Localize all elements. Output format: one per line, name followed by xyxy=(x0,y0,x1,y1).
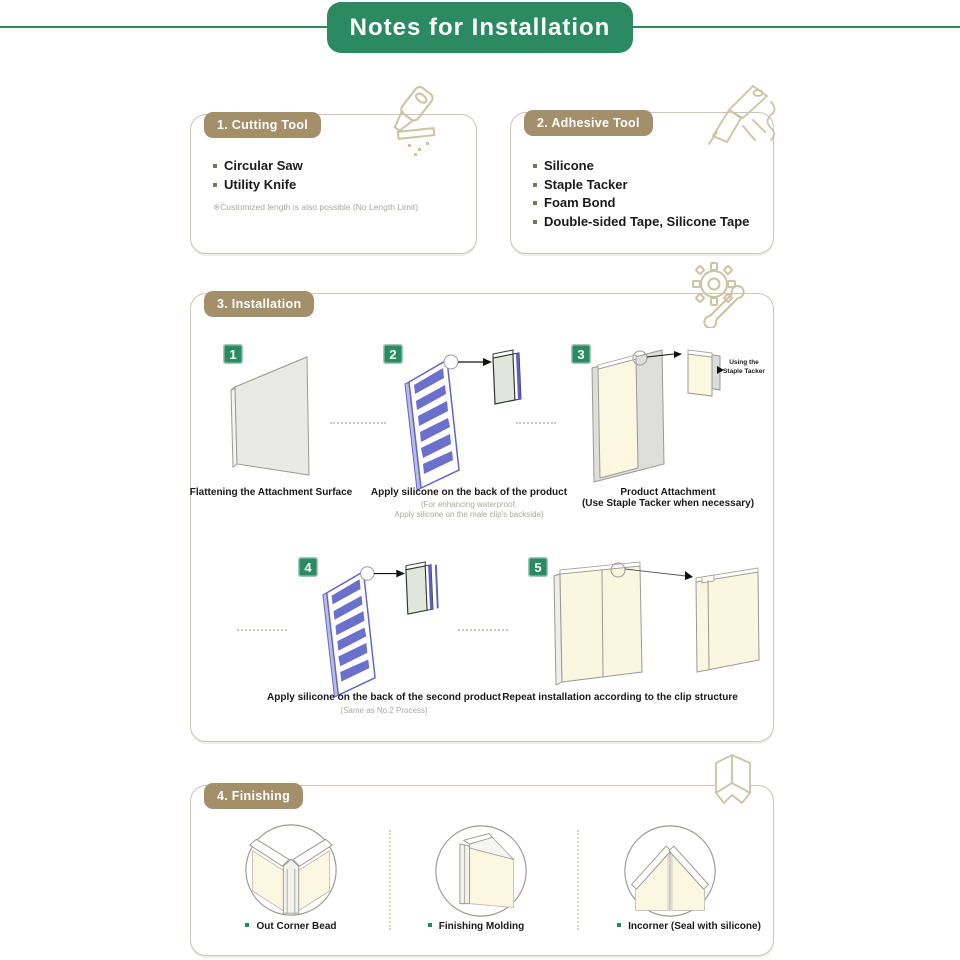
step4-illustration xyxy=(302,560,450,700)
bullet-icon xyxy=(428,923,432,927)
step3-caption-2: (Use Staple Tacker when necessary) xyxy=(581,498,755,509)
list-item-label: Silicone xyxy=(544,158,594,173)
list-item-label: Circular Saw xyxy=(224,158,303,173)
list-item xyxy=(213,176,303,195)
finishing-badge: 4. Finishing xyxy=(204,783,303,809)
finishing-molding-illustration xyxy=(433,823,529,919)
list-item-label: Foam Bond xyxy=(544,195,616,210)
step-number-label: 2 xyxy=(389,346,397,362)
vertical-dashed-divider xyxy=(389,830,391,930)
annotation-line-1: Using the xyxy=(729,359,759,366)
bullet-icon xyxy=(213,164,217,168)
step-number-label: 4 xyxy=(304,559,312,575)
silicone-gun-icon xyxy=(697,80,777,164)
installation-badge: 3. Installation xyxy=(204,291,314,317)
list-item-label: Staple Tacker xyxy=(544,176,628,192)
cutting-tool-badge: 1. Cutting Tool xyxy=(204,112,321,138)
dotted-connector xyxy=(330,422,386,424)
step1-illustration xyxy=(225,355,340,490)
step-number-label: 3 xyxy=(577,346,585,362)
finishing-label-out-corner xyxy=(201,921,381,932)
page-title: Notes for Installation xyxy=(327,2,633,53)
list-item xyxy=(533,194,749,213)
bullet-icon xyxy=(533,164,537,168)
adhesive-tool-badge: 2. Adhesive Tool xyxy=(524,110,653,136)
vertical-dashed-divider xyxy=(577,830,579,930)
out-corner-bead-illustration xyxy=(243,822,339,918)
step2-caption: Apply silicone on the back of the product xyxy=(370,487,568,498)
utility-knife-icon xyxy=(372,84,450,158)
corner-molding-icon xyxy=(702,751,764,817)
adhesive-tool-list xyxy=(533,157,749,231)
bullet-icon xyxy=(533,220,537,224)
dotted-connector xyxy=(458,629,508,631)
list-item xyxy=(533,213,749,232)
bullet-icon xyxy=(245,923,249,927)
gear-wrench-icon xyxy=(686,258,756,328)
step3-annotation xyxy=(718,358,770,376)
bullet-icon xyxy=(213,183,217,187)
step2-subcaption-1: (For enhancing waterproof, xyxy=(420,500,518,509)
step3-caption: Product Attachment xyxy=(620,487,716,498)
incorner-illustration xyxy=(622,823,718,919)
step2-illustration xyxy=(395,348,525,493)
step3-illustration xyxy=(584,346,724,491)
finishing-label-text: Incorner (Seal with silicone) xyxy=(628,921,761,932)
length-note: ※Customized length is also possible (No Length Limit) xyxy=(213,202,419,212)
dotted-connector xyxy=(516,422,556,424)
dotted-connector xyxy=(237,629,287,631)
list-item-label: Utility Knife xyxy=(224,176,297,192)
step1-caption: Flattening the Attachment Surface xyxy=(189,487,353,498)
finishing-label-text: Out Corner Bead xyxy=(256,921,337,932)
finishing-label-incorner xyxy=(589,921,789,932)
step-number-label: 5 xyxy=(534,559,542,575)
list-item xyxy=(533,176,749,195)
step4-caption: Apply silicone on the back of the second product xyxy=(267,692,501,703)
step4-subcaption: (Same as No.2 Process) xyxy=(340,706,428,715)
list-item xyxy=(213,157,303,176)
step5-illustration xyxy=(540,560,770,698)
annotation-line-2: Staple Tacker xyxy=(723,368,765,375)
cutting-tool-list xyxy=(213,157,303,194)
bullet-icon xyxy=(533,201,537,205)
step-number-label: 1 xyxy=(229,346,237,362)
list-item-label: Double-sided Tape, Silicone Tape xyxy=(544,213,750,229)
bullet-icon xyxy=(617,923,621,927)
step2-subcaption-2: Apply silicone on the male clip's backside) xyxy=(394,510,544,519)
bullet-icon xyxy=(533,183,537,187)
finishing-label-molding xyxy=(386,921,566,932)
finishing-label-text: Finishing Molding xyxy=(438,921,525,932)
step5-caption: Repeat installation according to the clip structure xyxy=(502,692,738,703)
